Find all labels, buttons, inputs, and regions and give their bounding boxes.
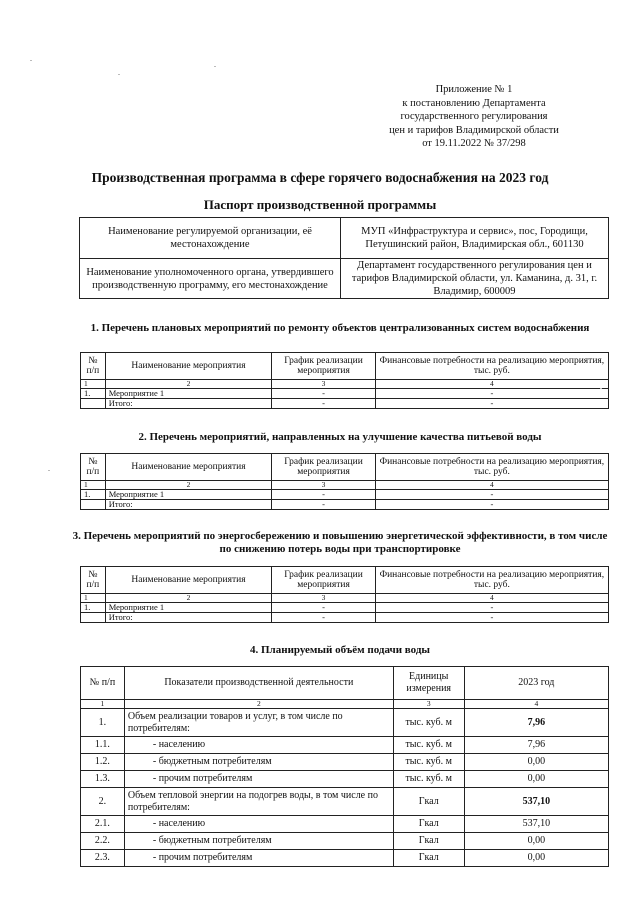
header-cell: № п/п bbox=[81, 567, 106, 594]
table-row bbox=[81, 737, 609, 754]
table-header-row bbox=[81, 353, 609, 380]
passport-label: Наименование регулируемой организации, её местонахождение bbox=[80, 218, 341, 259]
section-1-table bbox=[80, 352, 609, 409]
column-number: 3 bbox=[272, 594, 376, 603]
row-number: 1.2. bbox=[81, 754, 125, 771]
header-cell: Финансовые потребности на реализацию мероприятия, тыс. руб. bbox=[375, 567, 608, 594]
section-4-title: 4. Планируемый объём подачи воды bbox=[250, 644, 430, 656]
row-number: 2.1. bbox=[81, 816, 125, 833]
row-name: - прочим потребителям bbox=[124, 771, 393, 788]
column-number: 2 bbox=[105, 380, 272, 389]
appendix-line: Приложение № 1 bbox=[435, 84, 513, 95]
cell: 1. bbox=[81, 603, 106, 613]
appendix-block bbox=[364, 83, 584, 151]
cell: Мероприятие 1 bbox=[105, 603, 272, 613]
row-number: 1.1. bbox=[81, 737, 125, 754]
scan-speck bbox=[118, 74, 120, 75]
table-header-row bbox=[81, 454, 609, 481]
cell: - bbox=[375, 399, 608, 409]
column-number: 1 bbox=[81, 594, 106, 603]
row-number: 1.3. bbox=[81, 771, 125, 788]
column-number: 4 bbox=[375, 481, 608, 490]
row-name: - населению bbox=[124, 816, 393, 833]
row-unit: Гкал bbox=[393, 833, 464, 850]
cell: - bbox=[272, 613, 376, 623]
header-cell: 2023 год bbox=[464, 667, 608, 700]
column-number: 2 bbox=[105, 481, 272, 490]
row-number: 2.3. bbox=[81, 850, 125, 867]
column-number: 3 bbox=[272, 380, 376, 389]
passport-value: МУП «Инфраструктура и сервис», пос, Городищи, Петушинский район, Владимирская обл., 601130 bbox=[341, 218, 609, 259]
passport-table bbox=[79, 217, 609, 299]
table-row bbox=[80, 218, 609, 259]
row-name: - населению bbox=[124, 737, 393, 754]
volume-table bbox=[80, 666, 609, 867]
appendix-line: цен и тарифов Владимирской области bbox=[389, 124, 559, 136]
table-row bbox=[81, 788, 609, 816]
section-2-table bbox=[80, 453, 609, 510]
cell bbox=[81, 500, 106, 510]
header-cell: № п/п bbox=[81, 454, 106, 481]
row-name: - прочим потребителям bbox=[124, 850, 393, 867]
row-name: Объем реализации товаров и услуг, в том числе по потребителям: bbox=[124, 709, 393, 737]
section-1-title: 1. Перечень плановых мероприятий по ремонту объектов централизованных систем водоснабжения bbox=[90, 322, 590, 334]
cell: - bbox=[272, 490, 376, 500]
table-row bbox=[81, 399, 609, 409]
scan-speck bbox=[48, 470, 50, 471]
column-number-row bbox=[81, 700, 609, 709]
header-cell: Финансовые потребности на реализацию мероприятия, тыс. руб. bbox=[375, 353, 608, 380]
column-number: 2 bbox=[124, 700, 393, 709]
header-cell: График реализации мероприятия bbox=[272, 567, 376, 594]
table-header-row bbox=[81, 567, 609, 594]
row-number: 1. bbox=[81, 709, 125, 737]
section-2-title: 2. Перечень мероприятий, направленных на улучшение качества питьевой воды bbox=[138, 431, 542, 443]
cell: Мероприятие 1 bbox=[105, 490, 272, 500]
page-title: Производственная программа в сфере горячего водоснабжения на 2023 год bbox=[91, 170, 549, 185]
row-value: 7,96 bbox=[464, 737, 608, 754]
cell: Итого: bbox=[105, 500, 272, 510]
table-row bbox=[81, 833, 609, 850]
column-number: 1 bbox=[81, 380, 106, 389]
header-cell: № п/п bbox=[81, 667, 125, 700]
table-row bbox=[81, 613, 609, 623]
passport-label: Наименование уполномоченного органа, утвердившего производственную программу, его местонахождение bbox=[80, 259, 341, 299]
row-unit: Гкал bbox=[393, 850, 464, 867]
table-row bbox=[80, 259, 609, 299]
passport-value: Департамент государственного регулирования цен и тарифов Владимирской области, ул. Каманина, д. 31, г. Владимир, 600009 bbox=[341, 259, 609, 299]
row-name: - бюджетным потребителям bbox=[124, 833, 393, 850]
row-number: 2. bbox=[81, 788, 125, 816]
scan-speck bbox=[214, 66, 216, 67]
cell: - bbox=[272, 603, 376, 613]
header-cell: График реализации мероприятия bbox=[272, 353, 376, 380]
scan-speck bbox=[600, 388, 602, 389]
header-cell: График реализации мероприятия bbox=[272, 454, 376, 481]
row-value: 0,00 bbox=[464, 771, 608, 788]
row-unit: Гкал bbox=[393, 788, 464, 816]
cell: Итого: bbox=[105, 399, 272, 409]
cell bbox=[81, 613, 106, 623]
header-cell: Показатели производственной деятельности bbox=[124, 667, 393, 700]
column-number: 3 bbox=[393, 700, 464, 709]
cell: - bbox=[375, 500, 608, 510]
column-number: 2 bbox=[105, 594, 272, 603]
row-value: 0,00 bbox=[464, 850, 608, 867]
header-cell: Финансовые потребности на реализацию мероприятия, тыс. руб. bbox=[375, 454, 608, 481]
row-number: 2.2. bbox=[81, 833, 125, 850]
row-name: - бюджетным потребителям bbox=[124, 754, 393, 771]
table-row bbox=[81, 850, 609, 867]
cell: - bbox=[375, 603, 608, 613]
table-row bbox=[81, 754, 609, 771]
row-unit: Гкал bbox=[393, 816, 464, 833]
table-row bbox=[81, 709, 609, 737]
column-number: 4 bbox=[464, 700, 608, 709]
row-unit: тыс. куб. м bbox=[393, 709, 464, 737]
header-cell: Наименование мероприятия bbox=[105, 353, 272, 380]
table-row bbox=[81, 771, 609, 788]
row-value: 0,00 bbox=[464, 833, 608, 850]
passport-title: Паспорт производственной программы bbox=[203, 197, 437, 212]
cell: - bbox=[272, 500, 376, 510]
cell: Мероприятие 1 bbox=[105, 389, 272, 399]
cell bbox=[81, 399, 106, 409]
row-name: Объем тепловой энергии на подогрев воды, в том числе по потребителям: bbox=[124, 788, 393, 816]
appendix-date: от 19.11.2022 № 37/298 bbox=[422, 138, 526, 149]
row-unit: тыс. куб. м bbox=[393, 754, 464, 771]
cell: - bbox=[272, 399, 376, 409]
row-unit: тыс. куб. м bbox=[393, 771, 464, 788]
table-header-row bbox=[81, 667, 609, 700]
appendix-line: к постановлению Департамента bbox=[402, 97, 546, 109]
section-3-title: 3. Перечень мероприятий по энергосбережению и повышению энергетической эффективности, в том числе по снижению потерь воды при транспортировке bbox=[72, 530, 608, 555]
cell: - bbox=[272, 389, 376, 399]
row-value: 7,96 bbox=[464, 709, 608, 737]
row-unit: тыс. куб. м bbox=[393, 737, 464, 754]
column-number: 1 bbox=[81, 700, 125, 709]
table-row bbox=[81, 500, 609, 510]
header-cell: Наименование мероприятия bbox=[105, 454, 272, 481]
row-value: 537,10 bbox=[464, 816, 608, 833]
row-value: 0,00 bbox=[464, 754, 608, 771]
table-row bbox=[81, 816, 609, 833]
header-cell: Единицы измерения bbox=[393, 667, 464, 700]
header-cell: № п/п bbox=[81, 353, 106, 380]
cell: 1. bbox=[81, 490, 106, 500]
header-cell: Наименование мероприятия bbox=[105, 567, 272, 594]
row-value: 537,10 bbox=[464, 788, 608, 816]
cell: - bbox=[375, 613, 608, 623]
cell: 1. bbox=[81, 389, 106, 399]
cell: - bbox=[375, 389, 608, 399]
table-row bbox=[81, 490, 609, 500]
table-row bbox=[81, 603, 609, 613]
cell: Итого: bbox=[105, 613, 272, 623]
table-row bbox=[81, 389, 609, 399]
cell: - bbox=[375, 490, 608, 500]
column-number: 1 bbox=[81, 481, 106, 490]
column-number: 4 bbox=[375, 594, 608, 603]
column-number: 3 bbox=[272, 481, 376, 490]
scan-speck bbox=[30, 60, 32, 61]
appendix-line: государственного регулирования bbox=[400, 111, 548, 122]
section-3-table bbox=[80, 566, 609, 623]
column-number: 4 bbox=[375, 380, 608, 389]
